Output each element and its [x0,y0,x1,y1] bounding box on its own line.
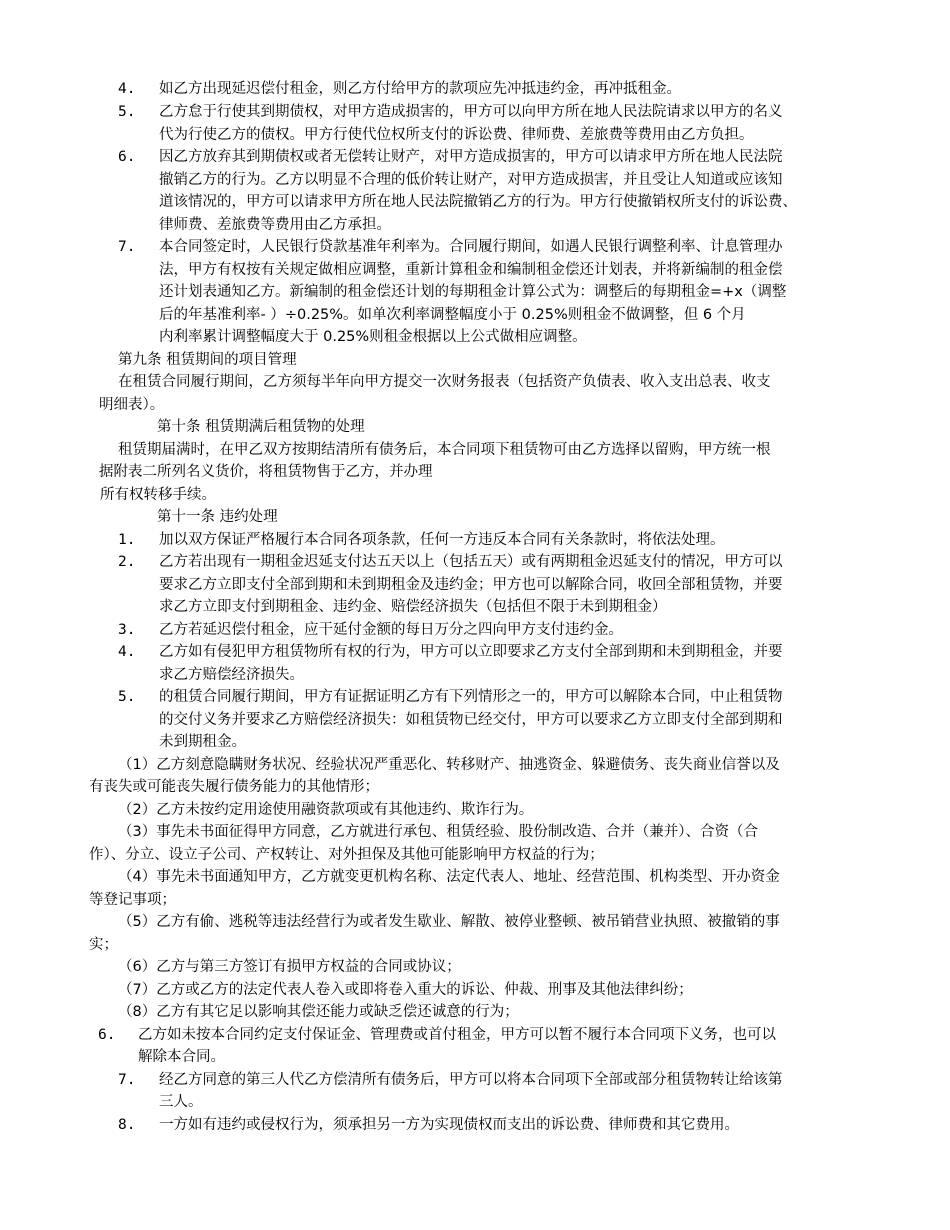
text-line: 一方如有违约或侵权行为，须承担另一方为实现债权而支出的诉讼费、律师费和其它费用。 [159,1117,739,1133]
text-line: 法，甲方有权按有关规定做相应调整，重新计算租金和编制租金偿还计划表，并将新编制的租金偿 [159,262,783,278]
list-number: 2. [118,554,136,570]
text-line: 作）、分立、设立子公司、产权转让、对外担保及其他可能影响甲方权益的行为； [89,847,604,863]
text-line: 求乙方赔偿经济损失。 [159,667,304,683]
text-line: 如乙方出现延迟偿付租金，则乙方付给甲方的款项应先冲抵违约金，再冲抵租金。 [159,81,681,97]
text-line: 的交付义务并要求乙方赔偿经济损失：如租赁物已经交付，甲方可以要求乙方立即支付全部到期和 [159,712,783,728]
text-line: 乙方怠于行使其到期债权，对甲方造成损害的，甲方可以向甲方所在地人民法院请求以甲方的名义 [159,104,783,120]
text-line: 未到期租金。 [159,734,246,750]
text-line: （7）乙方或乙方的法定代表人卷入或即将卷入重大的诉讼、仲裁、刑事及其他法律纠纷； [118,982,693,998]
list-number: 4. [118,81,136,97]
text-line: 第十条 租赁期满后租赁物的处理 [157,419,365,435]
text-line: 在租赁合同履行期间，乙方须每半年向甲方提交一次财务报表（包括资产负债表、收入支出总表、收支 [118,374,771,390]
text-line: 解除本合同。 [138,1049,225,1065]
text-line: 律师费、差旅费等费用由乙方承担。 [159,217,391,233]
text-line: （3）事先未书面征得甲方同意，乙方就进行承包、租赁经验、股份制改造、合并（兼并）、合资（合 [118,824,758,840]
text-line: 有丧失或可能丧失履行债务能力的其他情形； [89,779,379,795]
text-line: （2）乙方未按约定用途使用融资款项或有其他违约、欺诈行为。 [118,802,534,818]
text-line: 明细表）。 [99,397,165,413]
text-line: 还计划表通知乙方。新编制的租金偿还计划的每期租金计算公式为：调整后的每期租金=+x（调整 [159,284,787,300]
text-line: 据附表二所列名义货价，将租赁物售于乙方，并办理 [99,464,433,480]
text-line: 第九条 租赁期间的项目管理 [118,352,297,368]
list-number: 3. [118,622,136,638]
text-line: 内利率累计调整幅度大于 0.25%则租金根据以上公式做相应调整。 [159,329,587,345]
text-line: 的租赁合同履行期间，甲方有证据证明乙方有下列情形之一的，甲方可以解除本合同，中止租赁物 [159,689,783,705]
list-number: 7. [118,1072,136,1088]
text-line: 道该情况的，甲方可以请求甲方所在地人民法院撤销乙方的行为。甲方行使撤销权所支付的诉讼费、 [159,194,797,210]
text-line: （4）事先未书面通知甲方，乙方就变更机构名称、法定代表人、地址、经营范围、机构类型、开办资金 [118,869,780,885]
list-number: 7. [118,239,136,255]
text-line: 要求乙方立即支付全部到期和未到期租金及违约金；甲方也可以解除合同，收回全部租赁物，并要 [159,577,783,593]
text-line: （6）乙方与第三方签订有损甲方权益的合同或协议； [118,959,461,975]
text-line: 乙方若延迟偿付租金，应干延付金额的每日万分之四向甲方支付违约金。 [159,622,623,638]
text-line: 代为行使乙方的债权。甲方行使代位权所支付的诉讼费、律师费、差旅费等费用由乙方负担。 [159,127,754,143]
text-line: （8）乙方有其它足以影响其偿还能力或缺乏偿还诚意的行为； [118,1004,519,1020]
text-line: 等登记事项； [89,892,176,908]
list-number: 4. [118,644,136,660]
list-number: 8. [118,1117,136,1133]
text-line: 经乙方同意的第三人代乙方偿清所有债务后，甲方可以将本合同项下全部或部分租赁物转让给该第 [159,1072,783,1088]
text-line: 本合同签定时，人民银行贷款基准年利率为。合同履行期间，如遇人民银行调整利率、计息管理办 [159,239,783,255]
text-line: 租赁期届满时，在甲乙双方按期结清所有债务后，本合同项下租赁物可由乙方选择以留购，甲方统一根 [118,442,771,458]
text-line: 求乙方立即支付到期租金、违约金、赔偿经济损失（包括但不限于未到期租金） [159,599,667,615]
text-line: 乙方如未按本合同约定支付保证金、管理费或首付租金，甲方可以暂不履行本合同项下义务，也可以 [138,1027,776,1043]
text-line: （5）乙方有偷、逃税等违法经营行为或者发生歇业、解散、被停业整顿、被吊销营业执照、被撤销的事 [118,914,780,930]
list-number: 6. [118,149,136,165]
text-line: 乙方若出现有一期租金迟延支付达五天以上（包括五天）或有两期租金迟延支付的情况，甲方可以 [159,554,783,570]
text-line: 三人。 [159,1094,203,1110]
list-number: 5. [118,104,136,120]
text-line: 第十一条 违约处理 [157,509,278,525]
text-line: 因乙方放弃其到期债权或者无偿转让财产，对甲方造成损害的，甲方可以请求甲方所在地人民法院 [159,149,783,165]
text-line: （1）乙方刻意隐瞒财务状况、经验状况严重恶化、转移财产、抽逃资金、躲避债务、丧失商业信誉以及 [118,757,780,773]
text-line: 后的年基准利率- ）÷0.25%。如单次利率调整幅度小于 0.25%则租金不做调整，但 6 个月 [159,307,746,323]
list-number: 1. [118,532,136,548]
text-line: 加以双方保证严格履行本合同各项条款，任何一方违反本合同有关条款时，将依法处理。 [159,532,725,548]
text-line: 乙方如有侵犯甲方租赁物所有权的行为，甲方可以立即要求乙方支付全部到期和未到期租金，并要 [159,644,783,660]
list-number: 5. [118,689,136,705]
list-number: 6. [98,1027,116,1043]
text-line: 实； [89,937,118,953]
text-line: 所有权转移手续。 [100,487,216,503]
text-line: 撤销乙方的行为。乙方以明显不合理的低价转让财产，对甲方造成损害，并且受让人知道或应该知 [159,172,783,188]
